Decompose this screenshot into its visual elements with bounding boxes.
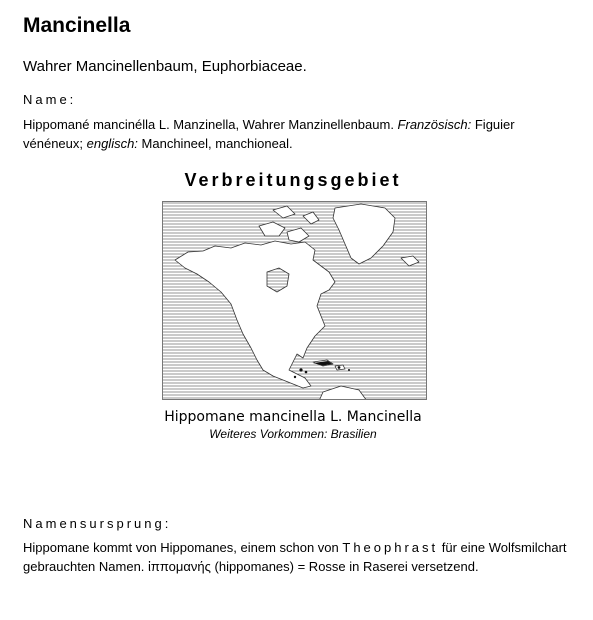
name-text-part-2: Figuier vénéneux; — [23, 117, 515, 151]
distribution-map-drawing — [163, 202, 427, 400]
etymology-text-part-1: Hippomane kommt von Hippomanes, einem schon von — [23, 540, 343, 555]
etymology-text-part-2: für eine Wolfsmilchart gebrauchten Namen. ἱππομανής (hippomanes) = Rosse in Raserei versetzend. — [23, 540, 567, 574]
lang-english-label: englisch: — [86, 136, 138, 151]
map-subcaption: Weiteres Vorkommen: Brasilien — [209, 427, 377, 441]
distribution-heading: Verbreitungsgebiet — [184, 170, 402, 190]
person-name-theophrast: Theophrast — [342, 540, 439, 555]
name-section-label: Name: — [23, 92, 77, 107]
lang-french-label: Französisch: — [397, 117, 472, 132]
etymology-section-label: Namensursprung: — [23, 516, 172, 531]
etymology-section-text — [23, 538, 573, 576]
map-caption: Hippomane mancinella L. Mancinella — [164, 409, 422, 425]
distribution-map — [162, 201, 427, 400]
name-text-part-3: Manchineel, manchioneal. — [137, 136, 293, 151]
name-section-text — [23, 115, 573, 153]
name-text-part-1: Hippomané mancinélla L. Manzinella, Wahrer Manzinellenbaum. — [23, 117, 398, 132]
plant-subtitle: Wahrer Mancinellenbaum, Euphorbiaceae. — [23, 58, 307, 75]
page-title: Mancinella — [23, 14, 131, 37]
